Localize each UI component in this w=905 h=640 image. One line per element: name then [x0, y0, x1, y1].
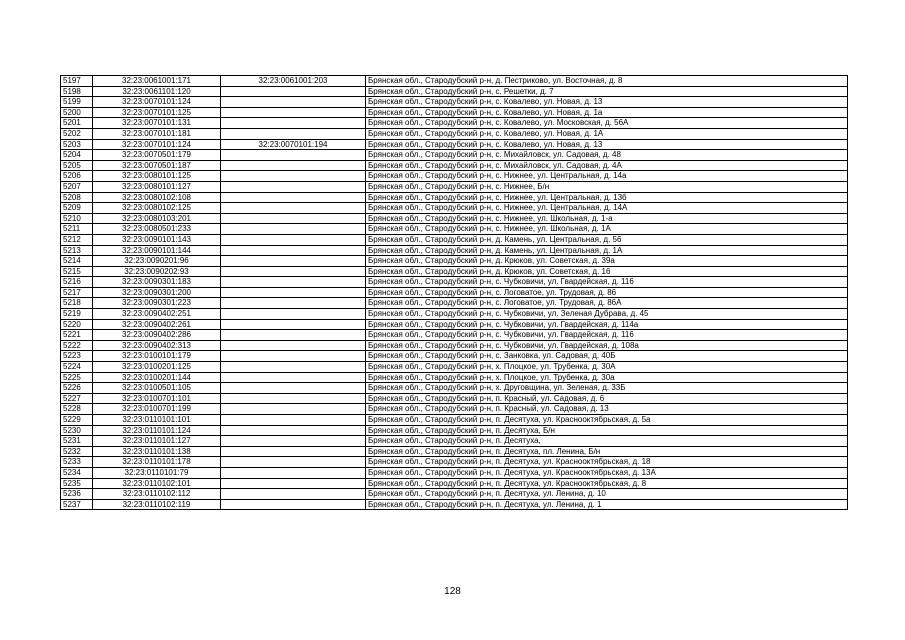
address-cell: Брянская обл., Стародубский р-н, п. Десятуха, Б/н [366, 425, 848, 436]
table-row [61, 319, 848, 330]
property-registry-table [60, 75, 848, 510]
cadastral-number-cell: 32:23:0110101:79 [93, 467, 221, 478]
row-number-cell: 5203 [61, 139, 93, 150]
row-number-cell: 5213 [61, 245, 93, 256]
table-row [61, 192, 848, 203]
row-number-cell: 5221 [61, 330, 93, 341]
cadastral-number-cell: 32:23:0100201:125 [93, 362, 221, 373]
cadastral-number-cell: 32:23:0100701:101 [93, 393, 221, 404]
table-row [61, 213, 848, 224]
table-row [61, 372, 848, 383]
cadastral-number-cell: 32:23:0070101:131 [93, 118, 221, 129]
row-number-cell: 5198 [61, 86, 93, 97]
cadastral-number-cell: 32:23:0110102:101 [93, 478, 221, 489]
cadastral-number-cell: 32:23:0110101:101 [93, 415, 221, 426]
related-cadastral-number-cell [221, 203, 366, 214]
related-cadastral-number-cell [221, 393, 366, 404]
address-cell: Брянская обл., Стародубский р-н, с. Ковалево, ул. Новая, д. 1а [366, 107, 848, 118]
address-cell: Брянская обл., Стародубский р-н, п. Десятуха, ул. Краснооктябрьская, д. 18 [366, 457, 848, 468]
related-cadastral-number-cell [221, 128, 366, 139]
cadastral-number-cell: 32:23:0090301:223 [93, 298, 221, 309]
address-cell: Брянская обл., Стародубский р-н, д. Камень, ул. Центральная, д. 1А [366, 245, 848, 256]
related-cadastral-number-cell [221, 372, 366, 383]
related-cadastral-number-cell [221, 150, 366, 161]
table-row [61, 287, 848, 298]
address-cell: Брянская обл., Стародубский р-н, п. Десятуха, ул. Ленина, д. 10 [366, 489, 848, 500]
table-row [61, 256, 848, 267]
address-cell: Брянская обл., Стародубский р-н, с. Логоватое, ул. Трудовая, д. 86 [366, 287, 848, 298]
row-number-cell: 5219 [61, 309, 93, 320]
row-number-cell: 5208 [61, 192, 93, 203]
cadastral-number-cell: 32:23:0090402:313 [93, 340, 221, 351]
related-cadastral-number-cell [221, 446, 366, 457]
row-number-cell: 5236 [61, 489, 93, 500]
row-number-cell: 5216 [61, 277, 93, 288]
cadastral-number-cell: 32:23:0080102:125 [93, 203, 221, 214]
table-row [61, 436, 848, 447]
cadastral-number-cell: 32:23:0070501:179 [93, 150, 221, 161]
related-cadastral-number-cell [221, 118, 366, 129]
row-number-cell: 5232 [61, 446, 93, 457]
related-cadastral-number-cell [221, 457, 366, 468]
row-number-cell: 5225 [61, 372, 93, 383]
row-number-cell: 5201 [61, 118, 93, 129]
cadastral-number-cell: 32:23:0080103:201 [93, 213, 221, 224]
address-cell: Брянская обл., Стародубский р-н, с. Ковалево, ул. Московская, д. 56А [366, 118, 848, 129]
table-row [61, 107, 848, 118]
address-cell: Брянская обл., Стародубский р-н, с. Ковалево, ул. Новая, д. 1А [366, 128, 848, 139]
cadastral-number-cell: 32:23:0061101:120 [93, 86, 221, 97]
table-row [61, 266, 848, 277]
related-cadastral-number-cell: 32:23:0061001:203 [221, 76, 366, 87]
table-row [61, 362, 848, 373]
cadastral-number-cell: 32:23:0110101:178 [93, 457, 221, 468]
row-number-cell: 5231 [61, 436, 93, 447]
row-number-cell: 5233 [61, 457, 93, 468]
table-row [61, 457, 848, 468]
table-row [61, 330, 848, 341]
row-number-cell: 5223 [61, 351, 93, 362]
table-row [61, 499, 848, 510]
related-cadastral-number-cell [221, 404, 366, 415]
table-row [61, 298, 848, 309]
cadastral-number-cell: 32:23:0100501:105 [93, 383, 221, 394]
address-cell: Брянская обл., Стародубский р-н, с. Нижнее, ул. Школьная, д. 1А [366, 224, 848, 235]
related-cadastral-number-cell [221, 192, 366, 203]
cadastral-number-cell: 32:23:0110102:112 [93, 489, 221, 500]
address-cell: Брянская обл., Стародубский р-н, х. Плоцкое, ул. Трубенка, д. 30А [366, 362, 848, 373]
row-number-cell: 5210 [61, 213, 93, 224]
table-row [61, 404, 848, 415]
row-number-cell: 5197 [61, 76, 93, 87]
address-cell: Брянская обл., Стародубский р-н, с. Чубковичи, ул. Гвардейская, д. 114а [366, 319, 848, 330]
table-row [61, 309, 848, 320]
cadastral-number-cell: 32:23:0090202:93 [93, 266, 221, 277]
cadastral-number-cell: 32:23:0070101:125 [93, 107, 221, 118]
row-number-cell: 5209 [61, 203, 93, 214]
address-cell: Брянская обл., Стародубский р-н, д. Крюков, ул. Советская, д. 39а [366, 256, 848, 267]
row-number-cell: 5207 [61, 181, 93, 192]
cadastral-number-cell: 32:23:0070101:124 [93, 139, 221, 150]
related-cadastral-number-cell [221, 213, 366, 224]
related-cadastral-number-cell [221, 171, 366, 182]
cadastral-number-cell: 32:23:0080101:127 [93, 181, 221, 192]
related-cadastral-number-cell [221, 467, 366, 478]
cadastral-number-cell: 32:23:0090402:251 [93, 309, 221, 320]
row-number-cell: 5224 [61, 362, 93, 373]
address-cell: Брянская обл., Стародубский р-н, с. Михайловск, ул. Садовая, д. 48 [366, 150, 848, 161]
related-cadastral-number-cell: 32:23:0070101:194 [221, 139, 366, 150]
related-cadastral-number-cell [221, 107, 366, 118]
related-cadastral-number-cell [221, 160, 366, 171]
address-cell: Брянская обл., Стародубский р-н, с. Ковалево, ул. Новая, д. 13 [366, 97, 848, 108]
row-number-cell: 5234 [61, 467, 93, 478]
cadastral-number-cell: 32:23:0110101:127 [93, 436, 221, 447]
related-cadastral-number-cell [221, 340, 366, 351]
row-number-cell: 5212 [61, 234, 93, 245]
related-cadastral-number-cell [221, 383, 366, 394]
address-cell: Брянская обл., Стародубский р-н, с. Чубковичи, ул. Зеленая Дубрава, д. 45 [366, 309, 848, 320]
table-row [61, 224, 848, 235]
table-row [61, 118, 848, 129]
cadastral-number-cell: 32:23:0090402:261 [93, 319, 221, 330]
cadastral-number-cell: 32:23:0070101:181 [93, 128, 221, 139]
related-cadastral-number-cell [221, 266, 366, 277]
cadastral-number-cell: 32:23:0090301:200 [93, 287, 221, 298]
row-number-cell: 5205 [61, 160, 93, 171]
address-cell: Брянская обл., Стародубский р-н, х. Друговщина, ул. Зеленая, д. 33Б [366, 383, 848, 394]
table-row [61, 351, 848, 362]
related-cadastral-number-cell [221, 181, 366, 192]
table-row [61, 234, 848, 245]
cadastral-number-cell: 32:23:0090101:144 [93, 245, 221, 256]
related-cadastral-number-cell [221, 351, 366, 362]
address-cell: Брянская обл., Стародубский р-н, с. Нижнее, ул. Школьная, д. 1-а [366, 213, 848, 224]
cadastral-number-cell: 32:23:0090402:286 [93, 330, 221, 341]
related-cadastral-number-cell [221, 224, 366, 235]
address-cell: Брянская обл., Стародубский р-н, п. Десятуха, ул. Ленина, д. 1 [366, 499, 848, 510]
address-cell: Брянская обл., Стародубский р-н, п. Красный, ул. Садовая, д. 13 [366, 404, 848, 415]
address-cell: Брянская обл., Стародубский р-н, д. Пестриково, ул. Восточная, д. 8 [366, 76, 848, 87]
related-cadastral-number-cell [221, 245, 366, 256]
cadastral-number-cell: 32:23:0070501:187 [93, 160, 221, 171]
table-row [61, 277, 848, 288]
table-row [61, 478, 848, 489]
table-row [61, 245, 848, 256]
address-cell: Брянская обл., Стародубский р-н, с. Чубковичи, ул. Гвардейская, д. 116 [366, 330, 848, 341]
related-cadastral-number-cell [221, 97, 366, 108]
row-number-cell: 5220 [61, 319, 93, 330]
row-number-cell: 5211 [61, 224, 93, 235]
address-cell: Брянская обл., Стародубский р-н, с. Михайловск, ул. Садовая, д. 4А [366, 160, 848, 171]
address-cell: Брянская обл., Стародубский р-н, с. Занковка, ул. Садовая, д. 40Б [366, 351, 848, 362]
row-number-cell: 5227 [61, 393, 93, 404]
address-cell: Брянская обл., Стародубский р-н, п. Красный, ул. Садовая, д. 6 [366, 393, 848, 404]
related-cadastral-number-cell [221, 436, 366, 447]
related-cadastral-number-cell [221, 425, 366, 436]
cadastral-number-cell: 32:23:0080501:233 [93, 224, 221, 235]
related-cadastral-number-cell [221, 298, 366, 309]
address-cell: Брянская обл., Стародубский р-н, с. Нижнее, Б/н [366, 181, 848, 192]
address-cell: Брянская обл., Стародубский р-н, с. Нижнее, ул. Центральная, д. 14а [366, 171, 848, 182]
address-cell: Брянская обл., Стародубский р-н, д. Крюков, ул. Советская, д. 16 [366, 266, 848, 277]
related-cadastral-number-cell [221, 330, 366, 341]
row-number-cell: 5228 [61, 404, 93, 415]
table-row [61, 425, 848, 436]
cadastral-number-cell: 32:23:0100701:199 [93, 404, 221, 415]
table-row [61, 393, 848, 404]
address-cell: Брянская обл., Стародубский р-н, п. Десятуха, пл. Ленина, Б/н [366, 446, 848, 457]
row-number-cell: 5218 [61, 298, 93, 309]
table-row [61, 415, 848, 426]
row-number-cell: 5202 [61, 128, 93, 139]
address-cell: Брянская обл., Стародубский р-н, х. Плоцкое, ул. Трубенка, д. 30а [366, 372, 848, 383]
related-cadastral-number-cell [221, 256, 366, 267]
related-cadastral-number-cell [221, 86, 366, 97]
related-cadastral-number-cell [221, 362, 366, 373]
address-cell: Брянская обл., Стародубский р-н, с. Логоватое, ул. Трудовая, д. 86А [366, 298, 848, 309]
table-row [61, 128, 848, 139]
related-cadastral-number-cell [221, 319, 366, 330]
table-row [61, 171, 848, 182]
table-row [61, 467, 848, 478]
cadastral-number-cell: 32:23:0110101:124 [93, 425, 221, 436]
table-row [61, 489, 848, 500]
table-row [61, 160, 848, 171]
table-row [61, 150, 848, 161]
table-row [61, 76, 848, 87]
related-cadastral-number-cell [221, 478, 366, 489]
address-cell: Брянская обл., Стародубский р-н, с. Чубковичи, ул. Гвардейская, д. 116 [366, 277, 848, 288]
address-cell: Брянская обл., Стародубский р-н, д. Камень, ул. Центральная, д. 56 [366, 234, 848, 245]
related-cadastral-number-cell [221, 287, 366, 298]
cadastral-number-cell: 32:23:0070101:124 [93, 97, 221, 108]
row-number-cell: 5200 [61, 107, 93, 118]
table-row [61, 203, 848, 214]
address-cell: Брянская обл., Стародубский р-н, с. Нижнее, ул. Центральная, д. 14А [366, 203, 848, 214]
cadastral-number-cell: 32:23:0090101:143 [93, 234, 221, 245]
cadastral-number-cell: 32:23:0090301:183 [93, 277, 221, 288]
row-number-cell: 5204 [61, 150, 93, 161]
table-row [61, 181, 848, 192]
registry-table-body [61, 76, 848, 510]
page-number: 128 [444, 586, 461, 597]
address-cell: Брянская обл., Стародубский р-н, п. Десятуха, ул. Краснооктябрьская, д. 13А [366, 467, 848, 478]
related-cadastral-number-cell [221, 489, 366, 500]
table-row [61, 139, 848, 150]
table-row [61, 446, 848, 457]
row-number-cell: 5215 [61, 266, 93, 277]
address-cell: Брянская обл., Стародубский р-н, с. Ковалево, ул. Новая, д. 13 [366, 139, 848, 150]
address-cell: Брянская обл., Стародубский р-н, п. Десятуха, ул. Краснооктябрьская, д. 5а [366, 415, 848, 426]
address-cell: Брянская обл., Стародубский р-н, с. Решетки, д. 7 [366, 86, 848, 97]
address-cell: Брянская обл., Стародубский р-н, п. Десятуха, [366, 436, 848, 447]
related-cadastral-number-cell [221, 309, 366, 320]
cadastral-number-cell: 32:23:0100101:179 [93, 351, 221, 362]
related-cadastral-number-cell [221, 277, 366, 288]
cadastral-number-cell: 32:23:0080101:125 [93, 171, 221, 182]
table-row [61, 383, 848, 394]
address-cell: Брянская обл., Стародубский р-н, п. Десятуха, ул. Краснооктябрьская, д. 8 [366, 478, 848, 489]
row-number-cell: 5199 [61, 97, 93, 108]
row-number-cell: 5214 [61, 256, 93, 267]
related-cadastral-number-cell [221, 415, 366, 426]
row-number-cell: 5237 [61, 499, 93, 510]
cadastral-number-cell: 32:23:0061001:171 [93, 76, 221, 87]
cadastral-number-cell: 32:23:0090201:96 [93, 256, 221, 267]
cadastral-number-cell: 32:23:0080102:108 [93, 192, 221, 203]
row-number-cell: 5235 [61, 478, 93, 489]
table-row [61, 97, 848, 108]
table-row [61, 86, 848, 97]
cadastral-number-cell: 32:23:0100201:144 [93, 372, 221, 383]
cadastral-number-cell: 32:23:0110101:138 [93, 446, 221, 457]
related-cadastral-number-cell [221, 234, 366, 245]
row-number-cell: 5230 [61, 425, 93, 436]
table-row [61, 340, 848, 351]
row-number-cell: 5217 [61, 287, 93, 298]
row-number-cell: 5226 [61, 383, 93, 394]
cadastral-number-cell: 32:23:0110102:119 [93, 499, 221, 510]
row-number-cell: 5222 [61, 340, 93, 351]
address-cell: Брянская обл., Стародубский р-н, с. Нижнее, ул. Центральная, д. 13б [366, 192, 848, 203]
related-cadastral-number-cell [221, 499, 366, 510]
address-cell: Брянская обл., Стародубский р-н, с. Чубковичи, ул. Гвардейская, д. 108а [366, 340, 848, 351]
row-number-cell: 5229 [61, 415, 93, 426]
row-number-cell: 5206 [61, 171, 93, 182]
